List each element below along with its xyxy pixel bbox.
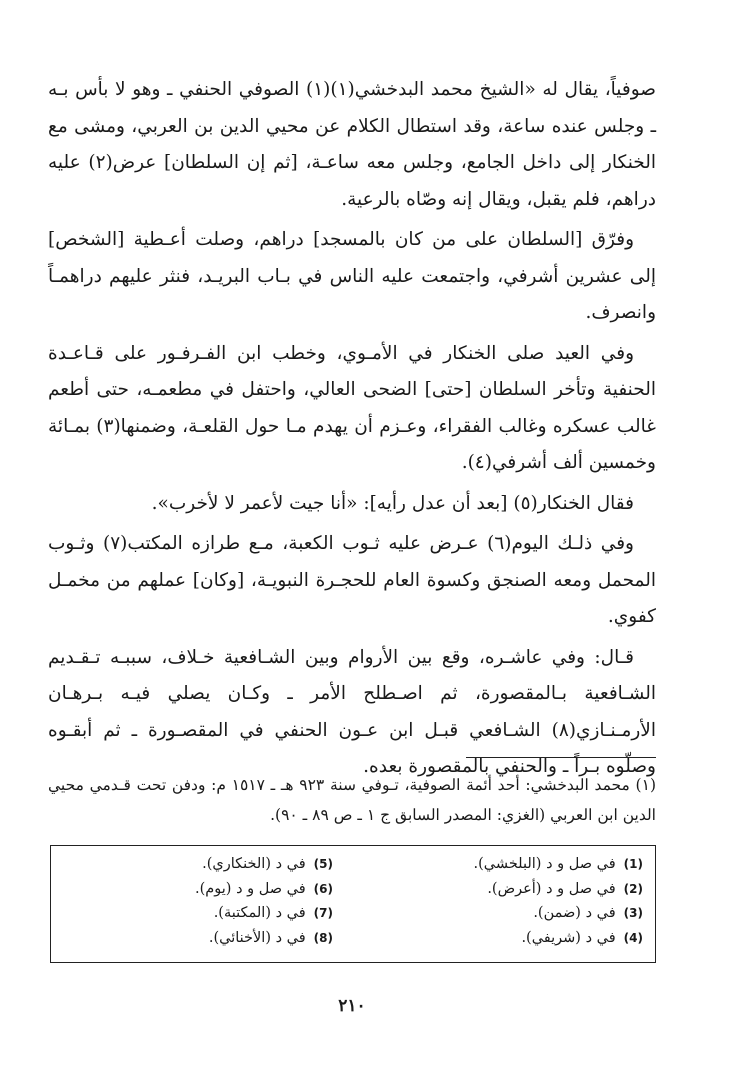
- variant-readings-box: [50, 845, 656, 963]
- variant-item: (4)في د (شريفي).: [521, 929, 643, 946]
- variant-item: (3)في د (ضمن).: [533, 905, 643, 921]
- page-number: ٢١٠: [338, 996, 366, 1016]
- paragraph-1: صوفياً، يقال له «الشيخ محمد البدخشي(١)(١) الصوفي الحنفي ـ وهو لا بأس بـه ـ وجلس عنده ساعة، وقد استطال الكلام عن محيي الدين بن العربي، ومشى مع الخنكار إلى داخل الجامع، وجلس معه ساعـة، [ثم إن السلطان] عرض(٢) عليه دراهم، فلم يقبل، ويقال إنه وصّاه بالرعية.: [48, 79, 656, 210]
- variant-item: (7)في د (المكتبة).: [213, 905, 333, 921]
- variant-item: (1)في صل و د (البلخشي).: [473, 856, 643, 872]
- paragraph-4: فقال الخنكار(٥) [بعد أن عدل رأيه]: «أنا جيت لأعمر لا لأخرب».: [151, 492, 634, 514]
- paragraph-3: وفي العيد صلى الخنكار في الأمـوي، وخطب ابن الفـرفـور على قـاعـدة الحنفية وتأخر السلطان [حتى] الضحى العالي، واحتفل في مطعمـه، حتى أطعم غالب عسكره وغالب الفقراء، وعـزم أن يهدم مـا حول القلعـة، وضمنها(٣) بمـائة وخمسين ألف أشرفي(٤).: [48, 342, 656, 473]
- footnote-separator: [466, 757, 656, 758]
- variant-item: (6)في صل و د (يوم).: [195, 880, 333, 897]
- variant-item: (5)في د (الخنكاري).: [202, 856, 333, 872]
- variant-readings-grid: [63, 852, 643, 950]
- footnote-1: (١) محمد البدخشي: أحد أئمة الصوفية، تـوفي سنة ٩٢٣ هـ ـ ١٥١٧ م: ودفن تحت قـدمي محيي الدين ابن العربي (الغزي: المصدر السابق ج ١ ـ ص ٨٩ ـ ٩٠).: [48, 776, 656, 824]
- page-body: [48, 72, 656, 790]
- variant-item: (8)في د (الأخنائي).: [208, 929, 333, 946]
- paragraph-5: وفي ذلـك اليوم(٦) عـرض عليه ثـوب الكعبة، مـع طرازه المكتب(٧) وثـوب المحمل ومعه الصنجق وكسوة العام للحجـرة النبويـة، [وكان] عملهم من مخمـل كفوي.: [48, 533, 656, 627]
- paragraph-6: قـال: وفي عاشـره، وقع بين الأروام وبين الشـافعية خـلاف، سببـه تـقـديم الشـافعية بـالمقصورة، ثم اصـطلح الأمر ـ وكـان يصلي فيـه بـرهـان الأرمـنـازي(٨) الشـافعي قبـل ابن عـون الحنفي في المقصـورة ـ ثم أبقـوه وصلّوه بـراً ـ والحنفي بالمقصورة بعده.: [48, 646, 656, 777]
- paragraph-2: وفرّق [السلطان على من كان بالمسجد] دراهم، وصلت أعـطية [الشخص] إلى عشرين أشرفي، واجتمعت عليه الناس في بـاب البريـد، فنثر عليهم دراهمـاً وانصرف.: [48, 229, 656, 323]
- variant-item: (2)في صل و د (أعرض).: [487, 880, 643, 897]
